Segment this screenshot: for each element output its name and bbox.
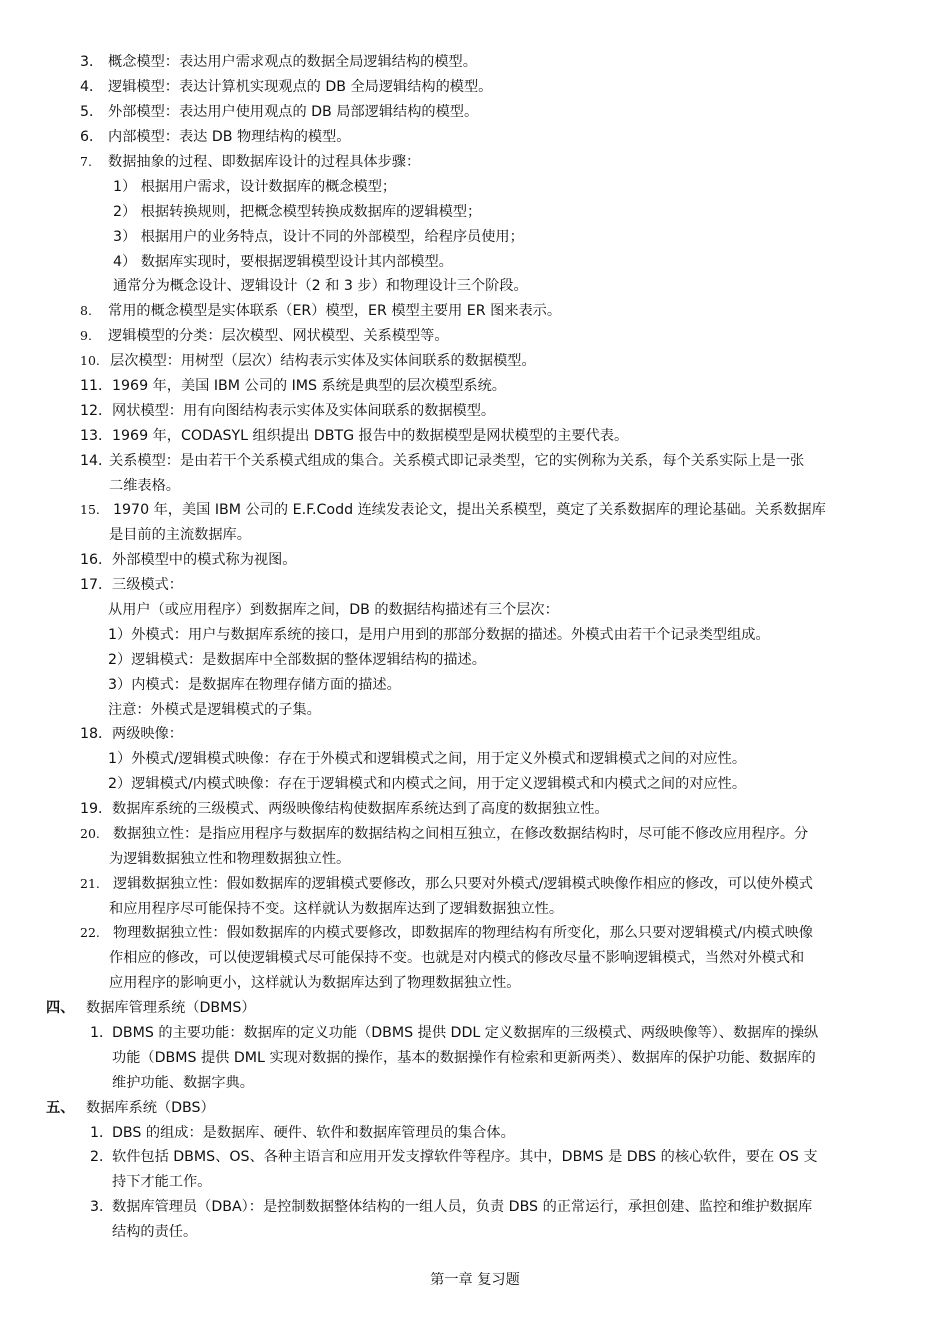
section-title: 数据库管理系统（DBMS）: [86, 1000, 256, 1016]
item-number: 9.: [80, 328, 92, 343]
item-text: 逻辑模型的分类：层次模型、网状模型、关系模型等。: [108, 328, 449, 344]
item-text: 1969 年，美国 IBM 公司的 IMS 系统是典型的层次模型系统。: [112, 378, 506, 394]
list-item-5: [80, 102, 478, 122]
item-text: 概念模型：表达用户需求观点的数据全局逻辑结构的模型。: [108, 54, 477, 70]
dbs-item-3-continued: 结构的责任。: [112, 1224, 198, 1240]
section-heading-dbms: [46, 998, 256, 1018]
item-number: 3．: [90, 1199, 114, 1215]
item-text: 外部模型中的模式称为视图。: [112, 552, 297, 568]
mapping-external-logical: 1）外模式/逻辑模式映像：存在于外模式和逻辑模式之间，用于定义外模式和逻辑模式之间的对应性。: [108, 751, 747, 767]
schema-external: 1）外模式：用户与数据库系统的接口，是用户用到的那部分数据的描述。外模式由若干个记录类型组成。: [108, 627, 770, 643]
item-text: 网状模型：用有向图结构表示实体及实体间联系的数据模型。: [112, 403, 496, 419]
list-item-17: [80, 575, 183, 595]
list-item-19: [80, 799, 609, 819]
item-number: 16．: [80, 552, 113, 568]
list-item-10: [80, 351, 536, 371]
item-text: 外部模型：表达用户使用观点的 DB 局部逻辑结构的模型。: [108, 104, 479, 120]
item-number: 10.: [80, 353, 100, 368]
dbms-item-1-continued: 功能（DBMS 提供 DML 实现对数据的操作，基本的数据操作有检索和更新两类）、数据库的保护功能、数据库的: [112, 1050, 816, 1066]
item-text: DBMS 的主要功能：数据库的定义功能（DBMS 提供 DDL 定义数据库的三级模式、两级映像等）、数据库的操纵: [112, 1025, 819, 1041]
list-item-20: [80, 824, 808, 844]
item-number: 12．: [80, 403, 113, 419]
item-text: 内部模型：表达 DB 物理结构的模型。: [108, 129, 351, 145]
list-item-15: [80, 500, 826, 520]
item-number: 8.: [80, 303, 92, 318]
item-number: 22.: [80, 925, 100, 940]
dbs-item-2: [90, 1147, 818, 1167]
item-text: 逻辑数据独立性：假如数据库的逻辑模式要修改，那么只要对外模式/逻辑模式映像作相应的修改，可以使外模式: [113, 876, 813, 892]
item-text: 逻辑模型：表达计算机实现观点的 DB 全局逻辑结构的模型。: [108, 79, 493, 95]
design-step-2: 2） 根据转换规则，把概念模型转换成数据库的逻辑模型；: [113, 204, 482, 220]
item-text: 两级映像：: [112, 726, 183, 742]
item-text: 数据库管理员（DBA）：是控制数据整体结构的一组人员，负责 DBS 的正常运行，承担创建、监控和维护数据库: [112, 1199, 813, 1215]
item-number: 2．: [90, 1149, 114, 1165]
item-number: 3．: [80, 54, 104, 70]
item-number: 7.: [80, 154, 92, 169]
list-item-4: [80, 77, 492, 97]
item-number: 4．: [80, 79, 104, 95]
list-item-11: [80, 376, 506, 396]
design-step-3: 3） 根据用户的业务特点，设计不同的外部模型，给程序员使用；: [113, 229, 524, 245]
item-text: 数据抽象的过程、即数据库设计的过程具体步骤：: [108, 154, 421, 170]
dbms-item-1-continued: 维护功能、数据字典。: [112, 1075, 254, 1091]
item-number: 17．: [80, 577, 113, 593]
list-item-14: [80, 451, 804, 471]
item-text: 软件包括 DBMS、OS、各种主语言和应用开发支撑软件等程序。其中，DBMS 是 DBS 的核心软件，要在 OS 支: [112, 1149, 818, 1165]
dbs-item-1: [90, 1123, 515, 1143]
schema-intro: 从用户（或应用程序）到数据库之间，DB 的数据结构描述有三个层次：: [108, 602, 559, 618]
dbms-item-1: [90, 1023, 818, 1043]
item-text: 三级模式：: [112, 577, 183, 593]
section-heading-dbs: [46, 1098, 215, 1118]
item-number: 20.: [80, 826, 100, 841]
item-text: 1970 年，美国 IBM 公司的 E.F.Codd 连续发表论文，提出关系模型，奠定了关系数据库的理论基础。关系数据库: [113, 502, 826, 518]
list-item-22: [80, 923, 813, 943]
design-step-4: 4） 数据库实现时，要根据逻辑模型设计其内部模型。: [113, 254, 453, 270]
section-title: 数据库系统（DBS）: [86, 1100, 215, 1116]
schema-note: 注意：外模式是逻辑模式的子集。: [108, 702, 321, 718]
list-item-14-continued: 二维表格。: [109, 478, 180, 494]
list-item-22-continued: 应用程序的影响更小，这样就认为数据库达到了物理数据独立性。: [109, 975, 521, 991]
item-text: 关系模型：是由若干个关系模式组成的集合。关系模式即记录类型，它的实例称为关系，每个关系实际上是一张: [109, 453, 805, 469]
list-item-12: [80, 401, 495, 421]
list-item-18: [80, 724, 183, 744]
dbs-item-2-continued: 持下才能工作。: [112, 1174, 212, 1190]
item-number: 5．: [80, 104, 104, 120]
item-text: DBS 的组成：是数据库、硬件、软件和数据库管理员的集合体。: [112, 1125, 515, 1141]
item-text: 数据库系统的三级模式、两级映像结构使数据库系统达到了高度的数据独立性。: [112, 801, 609, 817]
mapping-logical-internal: 2）逻辑模式/内模式映像：存在于逻辑模式和内模式之间，用于定义逻辑模式和内模式之间的对应性。: [108, 776, 747, 792]
item-number: 19．: [80, 801, 113, 817]
item-number: 1．: [90, 1025, 114, 1041]
list-item-7: [80, 152, 420, 172]
item-text: 物理数据独立性：假如数据库的内模式要修改，即数据库的物理结构有所变化，那么只要对逻辑模式/内模式映像: [113, 925, 813, 941]
item-number: 14．: [80, 453, 113, 469]
list-item-8: [80, 301, 561, 321]
item-text: 层次模型：用树型（层次）结构表示实体及实体间联系的数据模型。: [110, 353, 536, 369]
design-step-1: 1） 根据用户需求，设计数据库的概念模型；: [113, 179, 397, 195]
list-item-21-continued: 和应用程序尽可能保持不变。这样就认为数据库达到了逻辑数据独立性。: [109, 901, 564, 917]
list-item-3: [80, 52, 477, 72]
item-number: 18．: [80, 726, 113, 742]
item-number: 21.: [80, 876, 100, 891]
item-number: 6．: [80, 129, 104, 145]
list-item-21: [80, 874, 813, 894]
item-number: 11．: [80, 378, 113, 394]
design-phases-note: 通常分为概念设计、逻辑设计（2 和 3 步）和物理设计三个阶段。: [113, 278, 528, 294]
item-text: 常用的概念模型是实体联系（ER）模型，ER 模型主要用 ER 图来表示。: [108, 303, 562, 319]
list-item-9: [80, 326, 449, 346]
list-item-22-continued: 作相应的修改，可以使逻辑模式尽可能保持不变。也就是对内模式的修改尽量不影响逻辑模式，当然对外模式和: [109, 950, 805, 966]
dbs-item-3: [90, 1197, 812, 1217]
schema-logical: 2）逻辑模式：是数据库中全部数据的整体逻辑结构的描述。: [108, 652, 486, 668]
item-number: 13．: [80, 428, 113, 444]
list-item-15-continued: 是目前的主流数据库。: [109, 527, 251, 543]
item-number: 15.: [80, 502, 100, 517]
section-number: 五、: [46, 1100, 75, 1116]
list-item-20-continued: 为逻辑数据独立性和物理数据独立性。: [109, 851, 351, 867]
item-text: 数据独立性：是指应用程序与数据库的数据结构之间相互独立，在修改数据结构时，尽可能不修改应用程序。分: [113, 826, 809, 842]
item-text: 1969 年，CODASYL 组织提出 DBTG 报告中的数据模型是网状模型的主要代表。: [112, 428, 629, 444]
list-item-13: [80, 426, 628, 446]
schema-internal: 3）内模式：是数据库在物理存储方面的描述。: [108, 677, 401, 693]
item-number: 1．: [90, 1125, 114, 1141]
page-footer: 第一章 复习题: [430, 1272, 520, 1288]
list-item-6: [80, 127, 351, 147]
list-item-16: [80, 550, 296, 570]
section-number: 四、: [46, 1000, 75, 1016]
